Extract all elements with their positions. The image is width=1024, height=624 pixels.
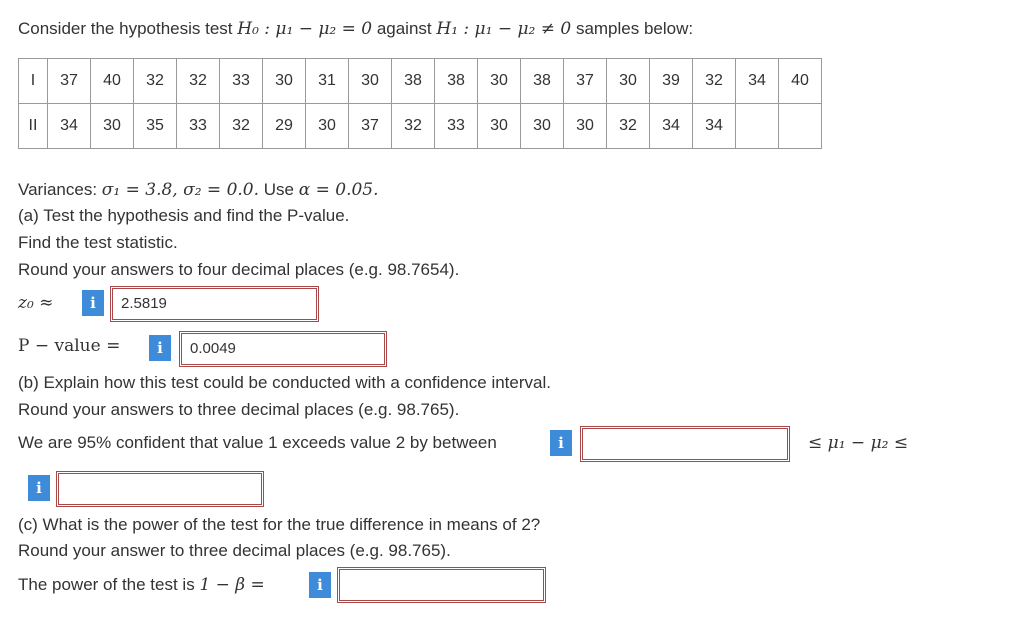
table-cell: 32 [134, 59, 177, 104]
table-cell: 40 [91, 59, 134, 104]
table-cell: 34 [736, 59, 779, 104]
problem-statement [18, 18, 693, 40]
info-icon[interactable]: i [309, 572, 331, 598]
table-cell: 30 [263, 59, 306, 104]
info-icon[interactable]: i [149, 335, 171, 361]
table-cell: 33 [177, 104, 220, 149]
table-cell [736, 104, 779, 149]
table-cell: 32 [392, 104, 435, 149]
p-value-answer-field[interactable]: 0.0049 [179, 331, 387, 367]
ci-inequality: ≤ μ₁ − μ₂ ≤ [808, 433, 909, 453]
z-label: z₀ ≈ [18, 293, 54, 313]
ci-lower-field[interactable] [580, 426, 790, 462]
table-cell [779, 104, 822, 149]
intro-prefix: Consider the hypothesis test [18, 19, 233, 38]
samples-table [18, 58, 822, 149]
info-icon[interactable]: i [550, 430, 572, 456]
table-cell: 34 [693, 104, 736, 149]
table-cell: 30 [564, 104, 607, 149]
p-value-label: P − value = [18, 336, 121, 356]
table-cell: 32 [607, 104, 650, 149]
part-c-title: (c) What is the power of the test for the true difference in means of 2? [18, 515, 541, 534]
info-icon[interactable]: i [28, 475, 50, 501]
table-cell: 33 [220, 59, 263, 104]
z-answer-field[interactable]: 2.5819 [110, 286, 319, 322]
table-cell: 30 [91, 104, 134, 149]
variances-label: Variances: [18, 180, 98, 199]
alternative-hypothesis: H₁ : μ₁ − μ₂ ≠ 0 [436, 19, 572, 39]
sample-row-2 [19, 104, 822, 149]
part-a-title: (a) Test the hypothesis and find the P-value. [18, 206, 350, 225]
power-statement: The power of the test is [18, 575, 195, 594]
table-cell: 30 [478, 59, 521, 104]
table-cell: 35 [134, 104, 177, 149]
part-b-statement: We are 95% confident that value 1 exceeds value 2 by between [18, 433, 497, 452]
table-cell: 30 [349, 59, 392, 104]
table-cell: 30 [478, 104, 521, 149]
table-cell: 38 [392, 59, 435, 104]
table-cell: 37 [48, 59, 91, 104]
use-text: Use [263, 180, 294, 199]
against-text: against [376, 19, 432, 38]
table-cell: 37 [564, 59, 607, 104]
table-cell: 32 [693, 59, 736, 104]
table-cell: 39 [650, 59, 693, 104]
table-cell: 40 [779, 59, 822, 104]
info-icon[interactable]: i [82, 290, 104, 316]
table-cell: 34 [48, 104, 91, 149]
part-c-statement [18, 574, 265, 596]
table-cell: 38 [521, 59, 564, 104]
alpha-expr: α = 0.05. [298, 180, 379, 200]
row-label: I [19, 59, 48, 104]
table-cell: 30 [306, 104, 349, 149]
part-a-round: Round your answers to four decimal places (e.g. 98.7654). [18, 260, 460, 279]
part-b-round: Round your answers to three decimal places (e.g. 98.765). [18, 400, 460, 419]
intro-suffix: samples below: [575, 19, 694, 38]
table-cell: 29 [263, 104, 306, 149]
table-cell: 30 [521, 104, 564, 149]
table-cell: 33 [435, 104, 478, 149]
part-c-round: Round your answer to three decimal places (e.g. 98.765). [18, 541, 451, 560]
table-cell: 30 [607, 59, 650, 104]
table-cell: 32 [177, 59, 220, 104]
null-hypothesis: H₀ : μ₁ − μ₂ = 0 [237, 19, 373, 39]
table-cell: 38 [435, 59, 478, 104]
table-cell: 31 [306, 59, 349, 104]
sample-row-1 [19, 59, 822, 104]
variances-line [18, 179, 379, 201]
table-cell: 34 [650, 104, 693, 149]
variances-expr: σ₁ = 3.8, σ₂ = 0.0. [101, 180, 260, 200]
part-b-title: (b) Explain how this test could be conducted with a confidence interval. [18, 373, 551, 392]
power-expr: 1 − β = [199, 575, 265, 595]
table-cell: 32 [220, 104, 263, 149]
part-a-find: Find the test statistic. [18, 233, 178, 252]
power-answer-field[interactable] [337, 567, 546, 603]
ci-upper-field[interactable] [56, 471, 264, 507]
row-label: II [19, 104, 48, 149]
table-cell: 37 [349, 104, 392, 149]
